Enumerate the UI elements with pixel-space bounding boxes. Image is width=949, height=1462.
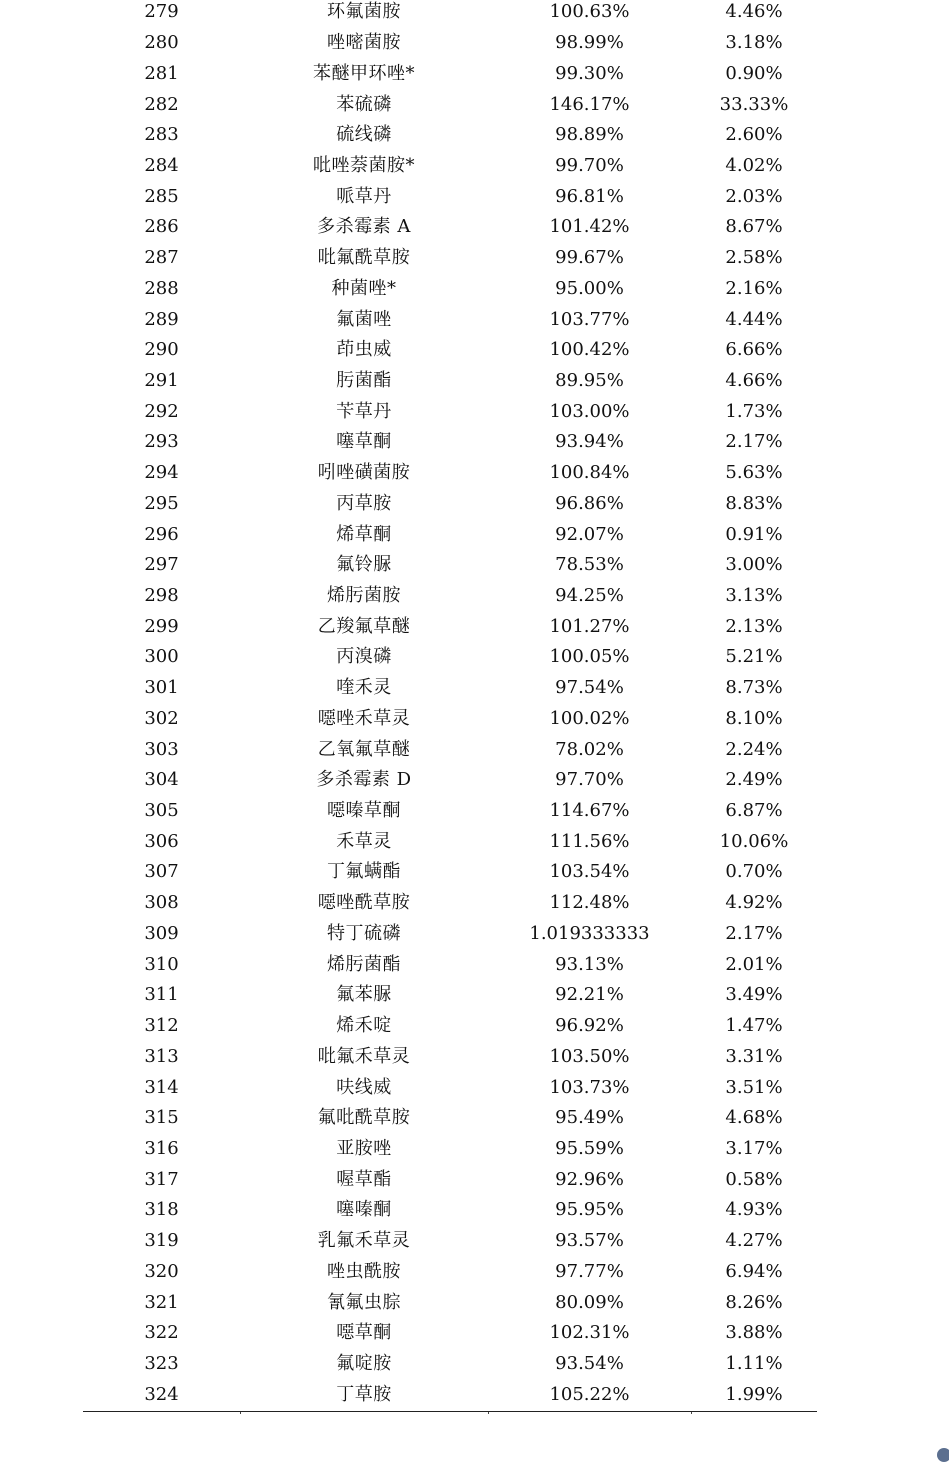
row-number: 318 — [144, 1199, 179, 1221]
table-row — [83, 611, 817, 642]
compound-name: 氟苯脲 — [336, 984, 392, 1006]
compound-name: 硫线磷 — [336, 124, 392, 146]
recovery-value: 100.84% — [549, 462, 630, 484]
rsd-value: 4.44% — [725, 308, 783, 330]
rsd-value: 3.00% — [725, 554, 783, 576]
row-number: 288 — [144, 277, 179, 299]
rsd-value: 6.66% — [725, 339, 783, 361]
row-number: 322 — [144, 1322, 179, 1344]
table-row — [83, 1072, 817, 1103]
recovery-value: 103.54% — [549, 861, 630, 883]
rsd-value: 2.16% — [725, 277, 783, 299]
row-number: 302 — [144, 707, 179, 729]
row-number: 290 — [144, 339, 179, 361]
table-row — [83, 396, 817, 427]
row-number: 286 — [144, 216, 179, 238]
table-row — [83, 0, 817, 28]
table-row — [83, 28, 817, 59]
table-row — [83, 642, 817, 673]
compound-name: 噻草酮 — [336, 431, 392, 453]
rsd-value: 2.49% — [725, 769, 783, 791]
row-number: 294 — [144, 462, 179, 484]
recovery-value: 99.67% — [555, 247, 624, 269]
row-number: 308 — [144, 892, 179, 914]
compound-name: 丁草胺 — [336, 1383, 392, 1405]
rsd-value: 3.88% — [725, 1322, 783, 1344]
row-number: 297 — [144, 554, 179, 576]
compound-name: 烯肟菌酯 — [327, 953, 401, 975]
compound-name: 环氟菌胺 — [327, 1, 401, 23]
recovery-value: 96.92% — [555, 1015, 624, 1037]
compound-name: 氰氟虫腙 — [327, 1291, 401, 1313]
row-number: 300 — [144, 646, 179, 668]
row-number: 305 — [144, 800, 179, 822]
row-number: 310 — [144, 953, 179, 975]
recovery-value: 99.30% — [555, 62, 624, 84]
table-row — [83, 1164, 817, 1195]
rsd-value: 3.51% — [725, 1076, 783, 1098]
recovery-value: 101.42% — [549, 216, 630, 238]
compound-name: 乙氧氟草醚 — [317, 738, 411, 760]
table-row — [83, 673, 817, 704]
column-divider-tick — [691, 1412, 692, 1414]
table-row — [83, 458, 817, 489]
row-number: 317 — [144, 1168, 179, 1190]
compound-name: 多杀霉素 A — [317, 216, 411, 238]
table-body — [83, 0, 817, 1410]
compound-name: 噁草酮 — [336, 1322, 392, 1344]
table-row — [83, 58, 817, 89]
row-number: 304 — [144, 769, 179, 791]
table-row — [83, 980, 817, 1011]
row-number: 296 — [144, 523, 179, 545]
table-row — [83, 212, 817, 243]
recovery-value: 103.73% — [549, 1076, 630, 1098]
row-number: 306 — [144, 830, 179, 852]
table-row — [83, 304, 817, 335]
compound-name: 氟铃脲 — [336, 554, 392, 576]
rsd-value: 10.06% — [719, 830, 789, 852]
page-corner-icon — [937, 1448, 949, 1462]
table-row — [83, 519, 817, 550]
compound-name: 亚胺唑 — [336, 1137, 392, 1159]
recovery-value: 96.81% — [555, 185, 624, 207]
rsd-value: 33.33% — [719, 93, 789, 115]
rsd-value: 5.21% — [725, 646, 783, 668]
compound-name: 唑虫酰胺 — [327, 1260, 401, 1282]
compound-name: 苄草丹 — [336, 400, 392, 422]
row-number: 315 — [144, 1107, 179, 1129]
compound-name: 禾草灵 — [336, 830, 392, 852]
recovery-value: 93.94% — [555, 431, 624, 453]
recovery-value: 97.70% — [555, 769, 624, 791]
table-row — [83, 120, 817, 151]
row-number: 293 — [144, 431, 179, 453]
row-number: 295 — [144, 492, 179, 514]
recovery-value: 92.96% — [555, 1168, 624, 1190]
row-number: 283 — [144, 124, 179, 146]
rsd-value: 2.60% — [725, 124, 783, 146]
rsd-value: 4.46% — [725, 1, 783, 23]
row-number: 307 — [144, 861, 179, 883]
table-row — [83, 1318, 817, 1349]
rsd-value: 6.87% — [725, 800, 783, 822]
row-number: 280 — [144, 32, 179, 54]
table-row — [83, 1256, 817, 1287]
compound-name: 多杀霉素 D — [316, 769, 412, 791]
compound-name: 唑嘧菌胺 — [327, 32, 401, 54]
compound-name: 烯禾啶 — [336, 1015, 392, 1037]
rsd-value: 0.58% — [725, 1168, 783, 1190]
table-row — [83, 243, 817, 274]
table-row — [83, 1103, 817, 1134]
rsd-value: 4.92% — [725, 892, 783, 914]
rsd-value: 8.73% — [725, 677, 783, 699]
compound-name: 哌草丹 — [336, 185, 392, 207]
table-row — [83, 734, 817, 765]
recovery-value: 100.05% — [549, 646, 630, 668]
table-row — [83, 1226, 817, 1257]
recovery-value: 1.019333333 — [529, 922, 650, 944]
rsd-value: 6.94% — [725, 1260, 783, 1282]
recovery-value: 92.07% — [555, 523, 624, 545]
row-number: 314 — [144, 1076, 179, 1098]
recovery-value: 97.77% — [555, 1260, 624, 1282]
recovery-value: 80.09% — [555, 1291, 624, 1313]
rsd-value: 0.90% — [725, 62, 783, 84]
rsd-value: 4.02% — [725, 154, 783, 176]
recovery-value: 101.27% — [549, 615, 630, 637]
recovery-value: 100.42% — [549, 339, 630, 361]
rsd-value: 4.68% — [725, 1107, 783, 1129]
rsd-value: 4.93% — [725, 1199, 783, 1221]
recovery-value: 93.13% — [555, 953, 624, 975]
compound-name: 呋线威 — [336, 1076, 392, 1098]
rsd-value: 3.31% — [725, 1045, 783, 1067]
compound-name: 吡氟酰草胺 — [317, 247, 411, 269]
compound-name: 噻嗪酮 — [336, 1199, 392, 1221]
recovery-value: 78.53% — [555, 554, 624, 576]
table-row — [83, 181, 817, 212]
recovery-value: 89.95% — [555, 369, 624, 391]
row-number: 285 — [144, 185, 179, 207]
rsd-value: 8.10% — [725, 707, 783, 729]
compound-name: 烯草酮 — [336, 523, 392, 545]
rsd-value: 1.99% — [725, 1383, 783, 1405]
table-row — [83, 366, 817, 397]
row-number: 313 — [144, 1045, 179, 1067]
compound-name: 苯醚甲环唑* — [313, 62, 415, 84]
table-row — [83, 427, 817, 458]
compound-name: 苯硫磷 — [336, 93, 392, 115]
compound-name: 丁氟螨酯 — [327, 861, 401, 883]
compound-name: 茚虫威 — [336, 339, 392, 361]
row-number: 292 — [144, 400, 179, 422]
rsd-value: 3.18% — [725, 32, 783, 54]
row-number: 281 — [144, 62, 179, 84]
compound-name: 喔草酯 — [336, 1168, 392, 1190]
row-number: 323 — [144, 1352, 179, 1374]
row-number: 311 — [144, 984, 179, 1006]
compound-name: 吡氟禾草灵 — [317, 1045, 411, 1067]
table-row — [83, 888, 817, 919]
recovery-value: 98.89% — [555, 124, 624, 146]
rsd-value: 3.17% — [725, 1137, 783, 1159]
row-number: 279 — [144, 1, 179, 23]
compound-name: 喹禾灵 — [336, 677, 392, 699]
compound-name: 丙溴磷 — [336, 646, 392, 668]
recovery-value: 102.31% — [549, 1322, 630, 1344]
compound-name: 种菌唑* — [331, 277, 397, 299]
rsd-value: 0.91% — [725, 523, 783, 545]
row-number: 321 — [144, 1291, 179, 1313]
table-row — [83, 857, 817, 888]
column-divider-tick — [240, 1412, 241, 1414]
rsd-value: 2.58% — [725, 247, 783, 269]
compound-name: 噁唑禾草灵 — [317, 707, 411, 729]
recovery-value: 105.22% — [549, 1383, 630, 1405]
table-row — [83, 1349, 817, 1380]
recovery-value: 103.50% — [549, 1045, 630, 1067]
table-row — [83, 581, 817, 612]
recovery-value: 96.86% — [555, 492, 624, 514]
rsd-value: 3.49% — [725, 984, 783, 1006]
compound-name: 吡唑萘菌胺* — [313, 154, 415, 176]
rsd-value: 2.01% — [725, 953, 783, 975]
row-number: 320 — [144, 1260, 179, 1282]
table-row — [83, 796, 817, 827]
row-number: 309 — [144, 922, 179, 944]
rsd-value: 1.47% — [725, 1015, 783, 1037]
row-number: 299 — [144, 615, 179, 637]
rsd-value: 2.03% — [725, 185, 783, 207]
table-row — [83, 1195, 817, 1226]
compound-name: 噁嗪草酮 — [327, 800, 401, 822]
recovery-value: 100.63% — [549, 1, 630, 23]
row-number: 319 — [144, 1230, 179, 1252]
table-row — [83, 1379, 817, 1410]
row-number: 287 — [144, 247, 179, 269]
rsd-value: 5.63% — [725, 462, 783, 484]
rsd-value: 0.70% — [725, 861, 783, 883]
row-number: 298 — [144, 585, 179, 607]
rsd-value: 8.26% — [725, 1291, 783, 1313]
table-row — [83, 704, 817, 735]
recovery-value: 111.56% — [549, 830, 630, 852]
table-row — [83, 151, 817, 182]
rsd-value: 8.83% — [725, 492, 783, 514]
row-number: 324 — [144, 1383, 179, 1405]
rsd-value: 1.11% — [725, 1352, 783, 1374]
row-number: 301 — [144, 677, 179, 699]
row-number: 282 — [144, 93, 179, 115]
row-number: 291 — [144, 369, 179, 391]
row-number: 303 — [144, 738, 179, 760]
row-number: 289 — [144, 308, 179, 330]
table-row — [83, 1041, 817, 1072]
recovery-table — [83, 0, 817, 1410]
compound-name: 氟菌唑 — [336, 308, 392, 330]
table-row — [83, 1134, 817, 1165]
recovery-value: 100.02% — [549, 707, 630, 729]
recovery-value: 93.54% — [555, 1352, 624, 1374]
rsd-value: 8.67% — [725, 216, 783, 238]
compound-name: 烯肟菌胺 — [327, 585, 401, 607]
rsd-value: 3.13% — [725, 585, 783, 607]
compound-name: 氟吡酰草胺 — [317, 1107, 411, 1129]
table-row — [83, 919, 817, 950]
recovery-value: 103.00% — [549, 400, 630, 422]
table-row — [83, 89, 817, 120]
table-row — [83, 765, 817, 796]
table-row — [83, 273, 817, 304]
recovery-value: 78.02% — [555, 738, 624, 760]
compound-name: 吲唑磺菌胺 — [317, 462, 411, 484]
recovery-value: 92.21% — [555, 984, 624, 1006]
recovery-value: 95.95% — [555, 1199, 624, 1221]
rsd-value: 2.17% — [725, 431, 783, 453]
recovery-value: 95.00% — [555, 277, 624, 299]
recovery-value: 98.99% — [555, 32, 624, 54]
compound-name: 丙草胺 — [336, 492, 392, 514]
rsd-value: 1.73% — [725, 400, 783, 422]
rsd-value: 4.66% — [725, 369, 783, 391]
rsd-value: 2.17% — [725, 922, 783, 944]
table-bottom-rule — [83, 1411, 817, 1412]
rsd-value: 4.27% — [725, 1230, 783, 1252]
column-divider-tick — [488, 1412, 489, 1414]
recovery-value: 97.54% — [555, 677, 624, 699]
recovery-value: 112.48% — [549, 892, 630, 914]
table-row — [83, 489, 817, 520]
recovery-value: 94.25% — [555, 585, 624, 607]
rsd-value: 2.24% — [725, 738, 783, 760]
compound-name: 噁唑酰草胺 — [317, 892, 411, 914]
recovery-value: 114.67% — [549, 800, 630, 822]
table-row — [83, 1011, 817, 1042]
row-number: 316 — [144, 1137, 179, 1159]
recovery-value: 99.70% — [555, 154, 624, 176]
row-number: 312 — [144, 1015, 179, 1037]
recovery-value: 93.57% — [555, 1230, 624, 1252]
table-row — [83, 550, 817, 581]
table-row — [83, 335, 817, 366]
rsd-value: 2.13% — [725, 615, 783, 637]
recovery-value: 95.49% — [555, 1107, 624, 1129]
recovery-value: 95.59% — [555, 1137, 624, 1159]
compound-name: 特丁硫磷 — [327, 922, 401, 944]
compound-name: 肟菌酯 — [336, 369, 392, 391]
table-row — [83, 949, 817, 980]
row-number: 284 — [144, 154, 179, 176]
table-row — [83, 826, 817, 857]
recovery-value: 103.77% — [549, 308, 630, 330]
table-row — [83, 1287, 817, 1318]
compound-name: 乳氟禾草灵 — [317, 1230, 411, 1252]
compound-name: 氟啶胺 — [336, 1352, 392, 1374]
recovery-value: 146.17% — [549, 93, 630, 115]
compound-name: 乙羧氟草醚 — [317, 615, 411, 637]
